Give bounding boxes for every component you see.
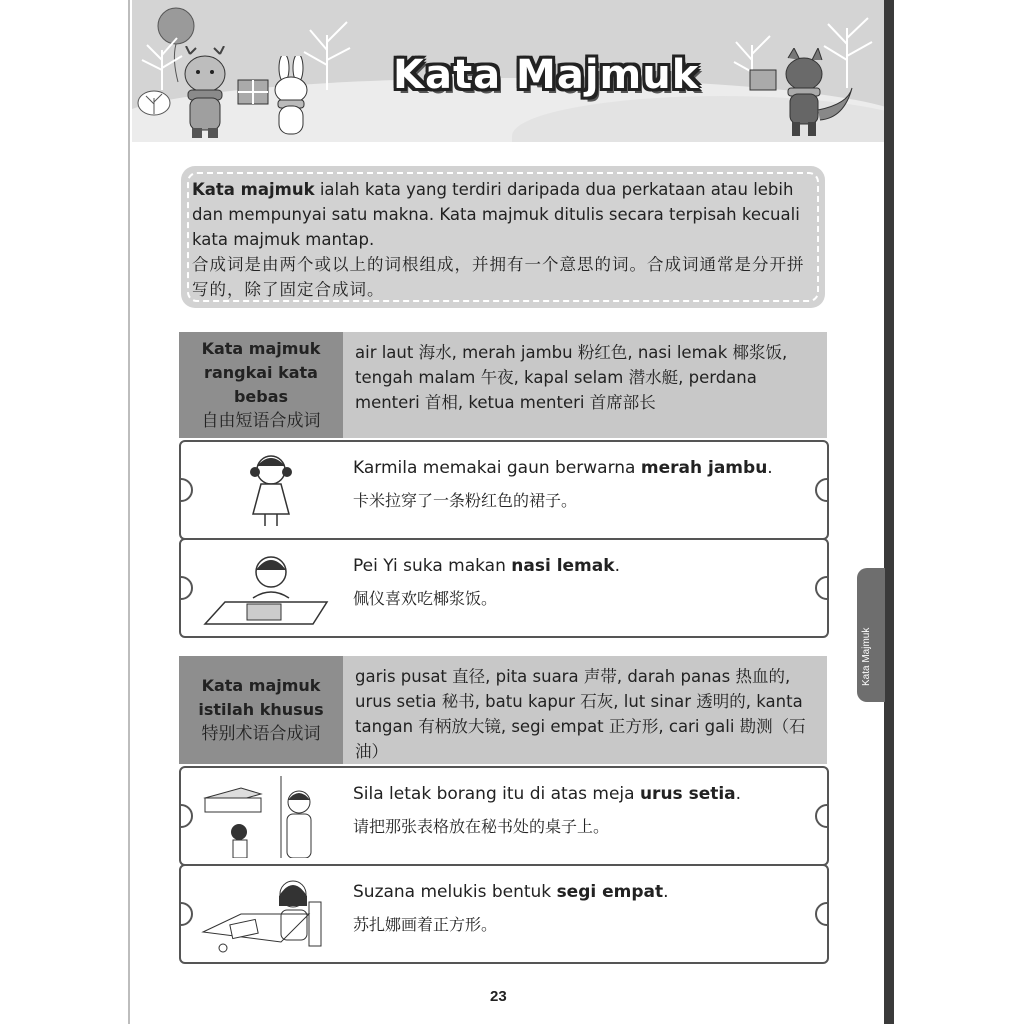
section-free-phrase [179,332,827,438]
section-label-zh: 自由短语合成词 [201,411,321,431]
fox-icon [748,48,858,142]
example-sentence: Suzana melukis bentuk segi empat. [353,882,669,902]
example-sentence: Pei Yi suka makan nasi lemak. [353,556,620,576]
example-sentence: Sila letak borang itu di atas meja urus setia. [353,784,742,804]
page-number: 23 [490,988,507,1005]
example-card [179,440,829,540]
definition-term: Kata majmuk [192,180,315,199]
book-spine [884,0,894,1024]
section-label-line: rangkai kata [204,363,318,382]
example-translation: 苏扎娜画着正方形。 [353,915,498,934]
section-examples: air laut 海水, merah jambu 粉红色, nasi lemak 椰浆饭, tengah malam 午夜, kapal selam 潜水艇, perdana menteri 首相, ketua menteri 首席部长 [355,343,788,412]
chapter-side-tab [857,568,885,702]
example-card [179,538,829,638]
definition-zh: 合成词是由两个或以上的词根组成，并拥有一个意思的词。合成词通常是分开拼写的，除了固定合成词。 [192,255,805,299]
example-sentence: Karmila memakai gaun berwarna merah jambu. [353,458,773,478]
section-label [179,332,343,438]
page-margin-left [0,0,130,1024]
section-label-line: Kata majmuk [201,339,321,358]
girl-drawing-icon [201,872,331,956]
reindeer-icon [174,46,238,140]
tree-icon [136,88,172,118]
page-edge [128,0,130,1024]
rabbit-icon [266,56,316,140]
example-card [179,864,829,964]
page-margin-right [894,0,1024,1024]
section-special-terms [179,656,827,764]
example-card [179,766,829,866]
example-translation: 佩仪喜欢吃椰浆饭。 [353,589,498,608]
example-translation: 请把那张表格放在秘书处的桌子上。 [353,817,610,836]
gift-icon [236,74,270,106]
section-label-zh: 特别术语合成词 [201,724,321,744]
side-tab-label: Kata Majmuk [861,627,872,686]
section-examples: garis pusat 直径, pita suara 声带, darah panas 热血的, urus setia 秘书, batu kapur 石灰, lut sinar 透明的, kanta tangan 有柄放大镜, segi empat 正方形, cari gali 勘测（石油） [355,667,806,761]
girl-eating-icon [201,546,331,630]
page-title: Kata Majmuk [393,52,700,98]
example-translation: 卡米拉穿了一条粉红色的裙子。 [353,491,578,510]
office-desk-icon [201,774,331,858]
definition-text [192,177,820,302]
definition-ms: ialah kata yang terdiri daripada dua perkataan atau lebih dan mempunyai satu makna. Kata majmuk ditulis secara terpisah kecuali kata majmuk mantap. [192,180,800,249]
section-label-line: istilah khusus [198,700,324,719]
section-label [179,656,343,764]
section-label-line: bebas [233,387,289,406]
girl-dress-icon [201,448,331,532]
section-label-line: Kata majmuk [201,676,321,695]
